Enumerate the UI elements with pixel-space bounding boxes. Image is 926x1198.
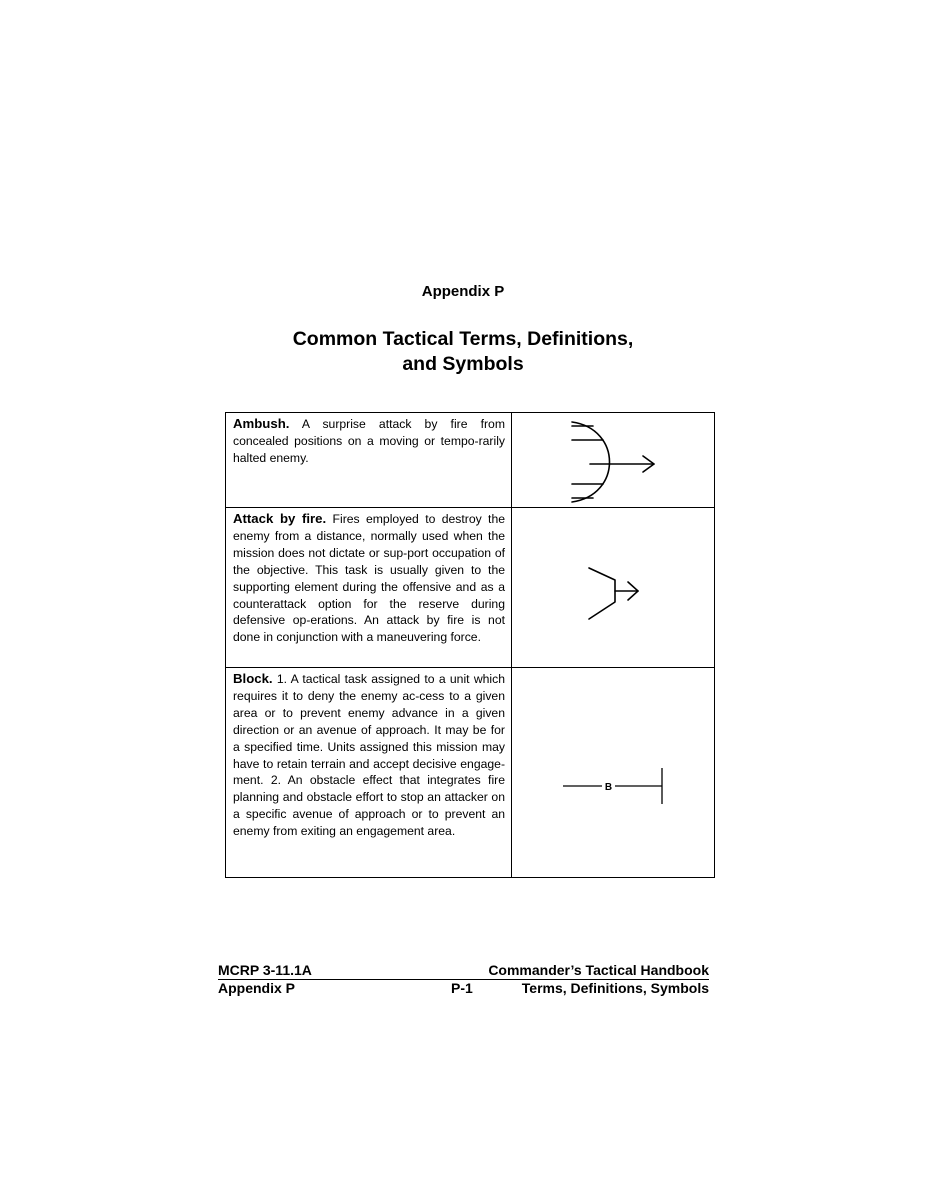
footer-handbook-title: Commander’s Tactical Handbook xyxy=(488,962,709,978)
term-definition-cell xyxy=(226,668,512,878)
footer-top-line xyxy=(218,962,709,980)
term-definition-cell xyxy=(226,413,512,508)
term-symbol-cell xyxy=(512,413,715,508)
appendix-label: Appendix P xyxy=(421,283,505,300)
ambush-symbol-icon xyxy=(512,413,714,504)
block-symbol-icon xyxy=(512,668,714,874)
footer-section-title: Terms, Definitions, Symbols xyxy=(521,980,709,996)
footer-page-number: P-1 xyxy=(451,980,473,996)
term-symbol-cell xyxy=(512,508,715,668)
table-row xyxy=(226,508,715,668)
term-definition: 1. A tactical task assigned to a unit which requires it to deny the enemy ac-cess to a given area or to prevent enemy advance in a given direction or an avenue of approach. It may be for a specified time. Units assigned this mission may have to retain terrain and accept decisive engage-ment. 2. An obstacle effect that integrates fire planning and obstacle effort to stop an attacker on a specific avenue of approach or to prevent an enemy from exiting an engagement area. xyxy=(233,672,505,839)
page-title-line-2: and Symbols xyxy=(402,353,524,375)
footer-publication: MCRP 3-11.1A xyxy=(218,962,312,978)
term-name: Ambush. xyxy=(233,416,290,431)
table-row xyxy=(226,413,715,508)
term-name: Block. xyxy=(233,671,273,686)
term-definition: A surprise attack by fire from concealed positions on a moving or tempo-rarily halted enemy. xyxy=(233,417,505,465)
block-symbol-label: B xyxy=(604,782,613,793)
terms-table xyxy=(225,412,715,878)
table-row xyxy=(226,668,715,878)
footer-section: Appendix P xyxy=(218,980,296,996)
term-definition: Fires employed to destroy the enemy from a distance, normally used when the mission does not dictate or sup-port occupation of the objective. This task is usually given to the supporting element during the offensive and as a counterattack option for the reserve during defensive op-erations. An attack by fire is not done in conjunction with a maneuvering force. xyxy=(233,512,506,645)
page-title xyxy=(0,327,926,377)
page-title-line-1: Common Tactical Terms, Definitions, xyxy=(292,328,634,350)
attack-by-fire-symbol-icon xyxy=(512,508,714,664)
term-name: Attack by fire. xyxy=(233,511,327,526)
term-definition-cell xyxy=(226,508,512,668)
term-symbol-cell xyxy=(512,668,715,878)
